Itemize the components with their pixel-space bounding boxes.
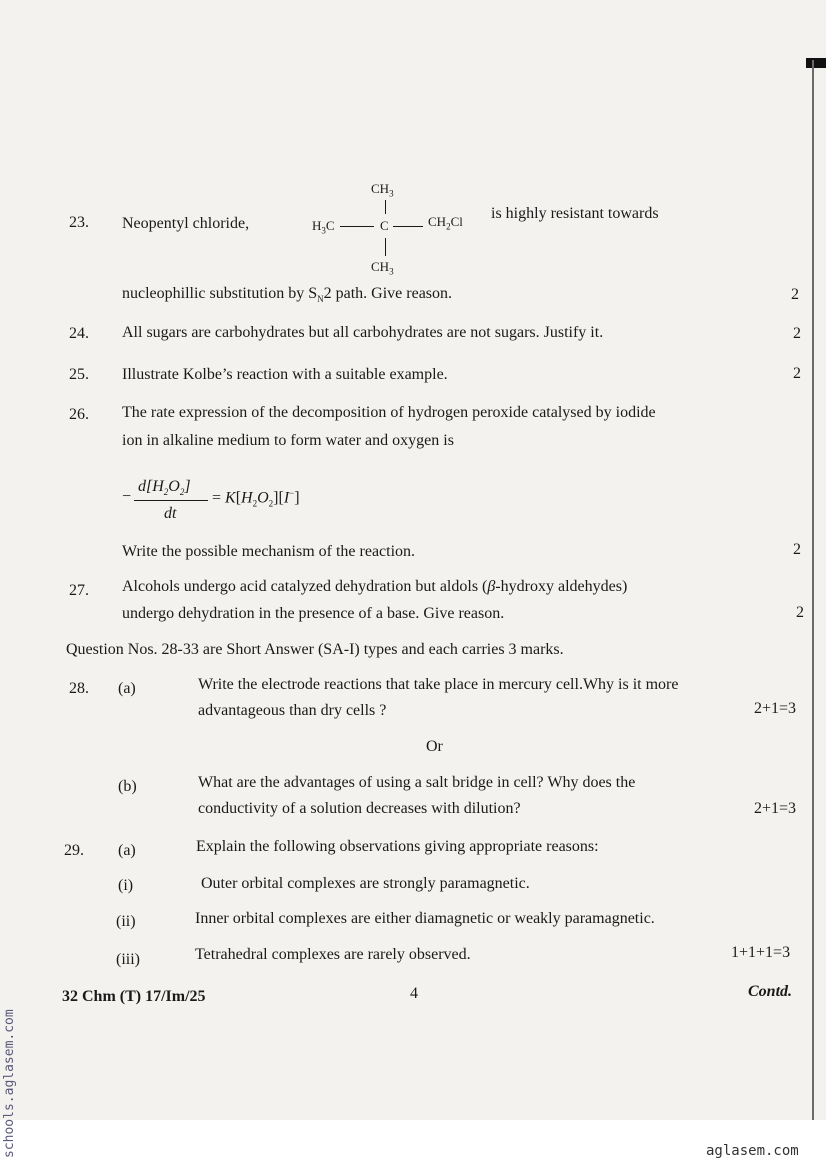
q26-line1: The rate expression of the decomposition of hydrogen peroxide catalysed by iodide <box>122 404 656 421</box>
page-edge-shadow <box>812 60 814 1120</box>
q29-a-text: Explain the following observations giving appropriate reasons: <box>196 838 599 855</box>
bond-top <box>385 200 386 214</box>
eq-numerator: $d[H_2O_2]$ <box>138 478 191 498</box>
q28-b-marks: 2+1=3 <box>754 800 797 817</box>
section-note: Question Nos. 28-33 are Short Answer (SA-I) types and each carries 3 marks. <box>66 641 564 658</box>
q28-a-line2: advantageous than dry cells ? <box>198 702 387 719</box>
bond-bottom <box>385 238 386 256</box>
q23-text-before: Neopentyl chloride, <box>122 215 250 232</box>
struct-bottom-group: $CH_3$ <box>371 259 394 277</box>
q25-number: 25. <box>69 366 89 383</box>
struct-center-carbon: C <box>380 218 389 233</box>
q24-marks: 2 <box>793 325 801 342</box>
q27-number: 27. <box>69 582 89 599</box>
q26-line3: Write the possible mechanism of the reaction. <box>122 543 416 560</box>
q28-a-line1: Write the electrode reactions that take place in mercury cell.Why is it more <box>198 676 679 693</box>
eq-denominator: dt <box>164 505 177 522</box>
q29-ii-text: Inner orbital complexes are either diamagnetic or weakly paramagnetic. <box>195 910 655 927</box>
footer-contd: Contd. <box>748 983 793 1000</box>
eq-fraction-bar <box>134 500 208 501</box>
q23-number: 23. <box>69 214 89 231</box>
q27-line2: undergo dehydration in the presence of a base. Give reason. <box>122 605 505 622</box>
q29-i-label: (i) <box>118 877 134 894</box>
bond-right <box>393 226 423 227</box>
q28-b-line1: What are the advantages of using a salt bridge in cell? Why does the <box>198 774 636 791</box>
page-edge-mark <box>806 58 826 68</box>
q29-i-text: Outer orbital complexes are strongly paramagnetic. <box>201 875 530 892</box>
q28-a-marks: 2+1=3 <box>754 700 797 717</box>
q26-number: 26. <box>69 406 89 423</box>
q28-b-line2: conductivity of a solution decreases with dilution? <box>198 800 521 817</box>
q26-marks: 2 <box>793 541 801 558</box>
side-watermark: schools.aglasem.com <box>2 1009 17 1158</box>
q25-text: Illustrate Kolbe’s reaction with a suitable example. <box>122 366 448 383</box>
q29-iii-text: Tetrahedral complexes are rarely observed. <box>195 946 471 963</box>
q23-line2: nucleophillic substitution by $S_N2$ path. Give reason. <box>122 285 453 305</box>
q25-marks: 2 <box>793 365 801 382</box>
q24-number: 24. <box>69 325 89 342</box>
footer-paper-code: 32 Chm (T) 17/Im/25 <box>62 988 206 1005</box>
q23-marks: 2 <box>791 286 799 303</box>
footer-page-number: 4 <box>410 985 418 1002</box>
bond-left <box>340 226 374 227</box>
q29-ii-label: (ii) <box>116 913 136 930</box>
struct-left-group: $H_3C$ <box>312 218 335 236</box>
eq-minus: − <box>122 488 132 505</box>
struct-top-group: $CH_3$ <box>371 181 394 199</box>
q24-text: All sugars are carbohydrates but all carbohydrates are not sugars. Justify it. <box>122 324 604 341</box>
q28-or: Or <box>426 738 443 755</box>
eq-rhs: = $K[H_2O_2][I^-]$ <box>212 488 300 509</box>
q28-a-label: (a) <box>118 680 136 697</box>
q29-iii-label: (iii) <box>116 951 140 968</box>
q29-marks: 1+1+1=3 <box>731 944 791 961</box>
q23-text-after: is highly resistant towards <box>491 205 659 222</box>
q28-number: 28. <box>69 680 89 697</box>
q26-line2: ion in alkaline medium to form water and oxygen is <box>122 432 454 449</box>
q29-a-label: (a) <box>118 842 136 859</box>
q28-b-label: (b) <box>118 778 137 795</box>
q27-marks: 2 <box>796 604 804 621</box>
q27-line1: Alcohols undergo acid catalyzed dehydration but aldols (β-hydroxy aldehydes) <box>122 578 628 595</box>
q29-number: 29. <box>64 842 84 859</box>
struct-right-group: $CH_2Cl$ <box>428 214 463 232</box>
bottom-watermark: aglasem.com <box>706 1143 799 1159</box>
